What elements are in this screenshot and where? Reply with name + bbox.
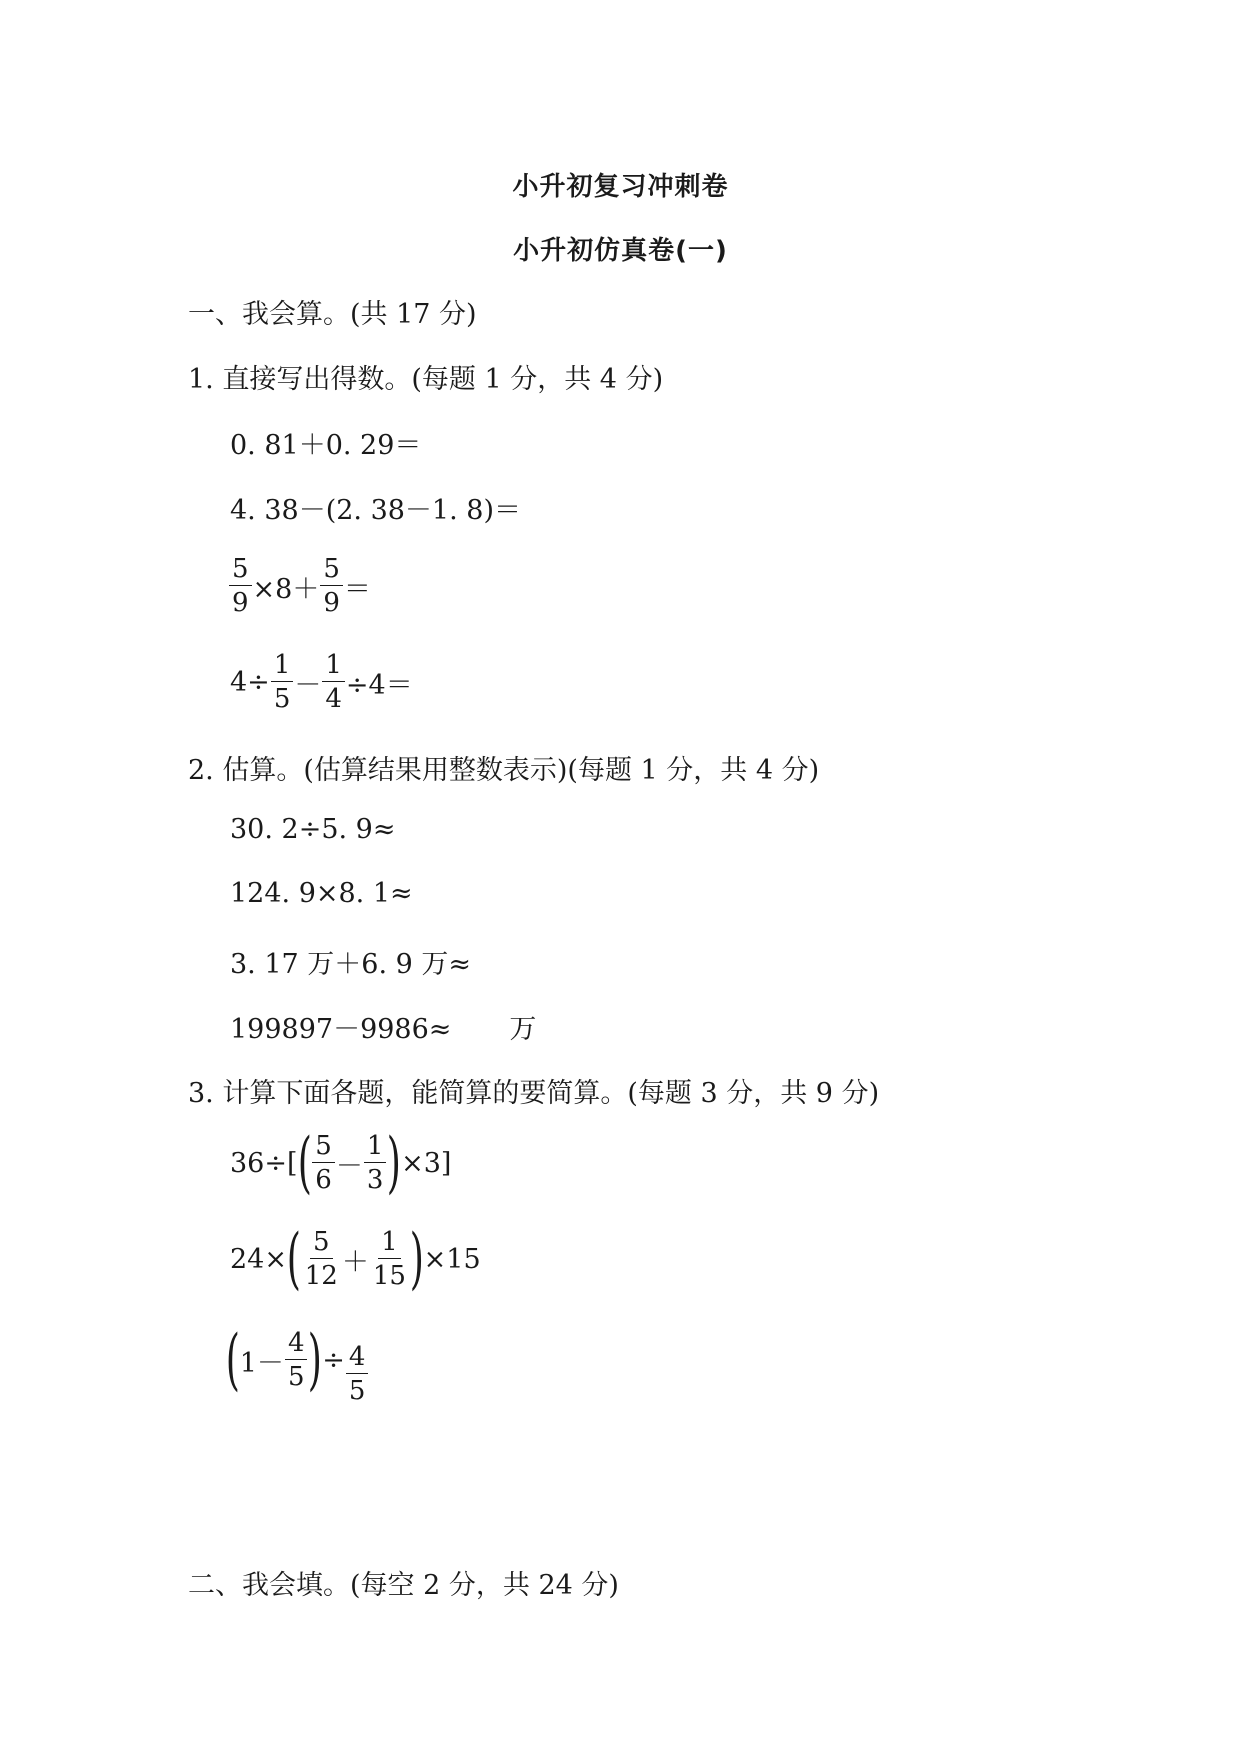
fraction: $\frac{1}{15}$ [372,1227,406,1291]
expression-text: 199897－9986≈ [230,1014,452,1045]
answer-unit: 万 [509,1014,537,1045]
expression-text: ÷ [322,1344,345,1376]
expression-text: 36÷[ [230,1147,298,1179]
q3-item-b [230,1220,481,1297]
expression-text: － [335,1150,363,1182]
question-3-heading: 3. 计算下面各题，能简算的要简算。(每题 3 分，共 9 分) [188,1078,880,1109]
q1-item-b: 4. 38－(2. 38－1. 8)＝ [230,495,521,526]
fraction: $\frac{1}{3}$ [364,1133,387,1193]
q1-item-d [230,652,413,712]
question-2-heading: 2. 估算。(估算结果用整数表示)(每题 1 分，共 4 分) [188,755,820,786]
fraction: $\frac{5}{9}$ [320,556,343,616]
document-subtitle: 小升初仿真卷(一) [513,236,728,266]
expression-text: － [294,669,322,701]
fraction: $\frac{5}{9}$ [229,556,252,616]
expression-text: ÷4＝ [345,669,413,701]
expression-text: ×15 [423,1243,481,1275]
q2-item-3: 3. 17 万＋6. 9 万≈ [230,949,472,980]
expression-text: 4÷ [230,666,270,698]
q3-item-a [230,1124,452,1201]
expression-text: ＝ [343,573,371,605]
q1-item-a: 0. 81＋0. 29＝ [230,430,422,461]
right-parenthesis: ) [409,1220,424,1297]
section-1-heading: 一、我会算。(共 17 分) [188,299,477,330]
fraction: $\frac{4}{5}$ [346,1344,369,1404]
expression-text: ×3] [401,1147,452,1179]
left-parenthesis: ( [286,1220,301,1297]
fraction: $\frac{5}{6}$ [312,1133,335,1193]
right-parenthesis: ) [308,1321,323,1398]
expression-text: 24× [230,1243,287,1275]
section-2-heading: 二、我会填。(每空 2 分，共 24 分) [188,1570,619,1601]
expression-text: ＋ [341,1246,369,1278]
q3-item-c [226,1316,369,1404]
q1-item-c [228,556,371,616]
document-title: 小升初复习冲刺卷 [512,172,729,202]
question-1-heading: 1. 直接写出得数。(每题 1 分，共 4 分) [188,364,664,395]
right-parenthesis: ) [387,1124,402,1201]
left-parenthesis: ( [297,1124,312,1201]
expression-text: ×8＋ [252,573,320,605]
expression-text: 1－ [239,1347,284,1379]
fraction: $\frac{1}{5}$ [271,652,294,712]
fraction: $\frac{1}{4}$ [322,652,345,712]
q2-item-1: 30. 2÷5. 9≈ [230,814,396,845]
q2-item-4 [230,1007,536,1046]
q2-item-2: 124. 9×8. 1≈ [230,878,413,909]
fraction: $\frac{4}{5}$ [285,1330,308,1390]
left-parenthesis: ( [225,1321,240,1398]
fraction: $\frac{5}{12}$ [304,1227,338,1291]
